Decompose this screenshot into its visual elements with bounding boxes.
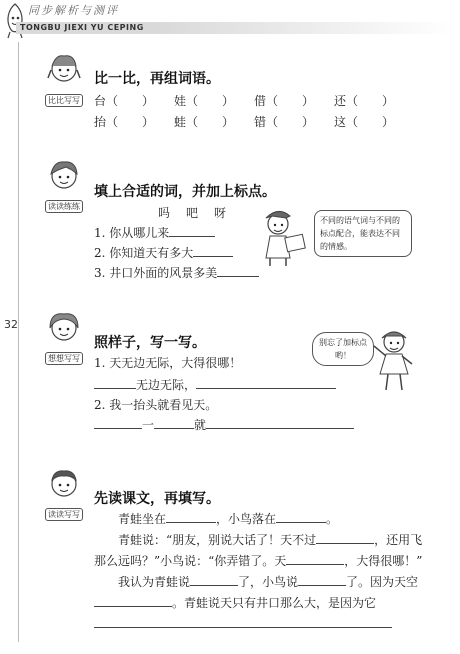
answer-blank[interactable] xyxy=(193,245,233,257)
answer-blank[interactable] xyxy=(206,417,354,429)
section4-badge: 读读写写 xyxy=(38,466,90,521)
boy-with-book-icon xyxy=(256,206,314,268)
section4-title: 先读课文，再填写。 xyxy=(94,491,220,507)
mascot-icon xyxy=(2,0,28,40)
answer-blank[interactable] xyxy=(94,417,142,429)
word-pair-cell[interactable]: 还（ ） xyxy=(334,94,395,108)
section4-line1: 青蛙坐在 ，小鸟落在 。 xyxy=(118,512,339,526)
word-pair-cell[interactable]: 这（ ） xyxy=(334,115,395,129)
section2-title: 填上合适的词，并加上标点。 xyxy=(94,184,276,200)
section4-line4: 我认为青蛙说 了，小鸟说 了。因为天空 xyxy=(118,575,419,589)
answer-blank[interactable] xyxy=(196,377,336,389)
section4-line3: 那么远吗？”小鸟说：“你弄错了。天 ，大得很哪！” xyxy=(94,554,423,568)
section2-item3: 3. 井口外面的风景多美 xyxy=(94,264,259,281)
answer-blank[interactable] xyxy=(169,225,215,237)
header-script-title: 同步解析与测评 xyxy=(28,4,119,17)
answer-blank[interactable] xyxy=(286,553,344,565)
section3-fill1: 无边无际， xyxy=(94,376,336,393)
section1-badge: 比比写写 xyxy=(38,52,90,107)
answer-blank[interactable] xyxy=(94,377,136,389)
word-pair-cell[interactable]: 蛙（ ） xyxy=(174,115,235,129)
section3-example2: 2. 我一抬头就看见天。 xyxy=(94,398,218,412)
word-pair-cell[interactable]: 借（ ） xyxy=(254,94,315,108)
boy-avatar-icon xyxy=(46,466,82,502)
section3-tip-bubble: 别忘了加标点哟！ xyxy=(312,332,374,366)
girl-avatar-icon xyxy=(46,310,82,346)
answer-blank[interactable] xyxy=(298,574,346,586)
section3-example1: 1. 天无边无际，大得很哪！ xyxy=(94,356,242,370)
header-band-fade xyxy=(156,22,456,34)
word-pair-cell[interactable]: 抬（ ） xyxy=(94,115,155,129)
section1-title: 比一比，再组词语。 xyxy=(94,71,220,87)
word-pair-cell[interactable]: 台（ ） xyxy=(94,94,155,108)
section3-title: 照样子，写一写。 xyxy=(94,335,206,351)
section2-item1: 1. 你从哪儿来 xyxy=(94,224,215,241)
margin-rule xyxy=(18,42,19,642)
section1-row2 xyxy=(94,113,414,130)
section4-line2: 青蛙说：“朋友，别说大话了！天不过 ，还用飞 xyxy=(118,533,423,547)
girl-avatar-icon xyxy=(46,52,82,88)
header-subtitle: TONGBU JIEXI YU CEPING xyxy=(20,23,144,32)
girl-waving-icon xyxy=(368,326,418,396)
section3-badge: 想想写写 xyxy=(38,310,90,365)
answer-blank[interactable] xyxy=(94,616,392,628)
section3-fill2: 一 就 xyxy=(94,416,354,433)
section2-tip-bubble: 不同的语气词与不同的标点配合，能表达不同的情感。 xyxy=(314,210,412,257)
section4-line5: 。青蛙说天只有井口那么大，是因为它 xyxy=(94,594,376,611)
girl-avatar-icon xyxy=(46,158,82,194)
section2-badge: 读读练练 xyxy=(38,158,90,213)
answer-blank[interactable] xyxy=(190,574,238,586)
word-pair-cell[interactable]: 错（ ） xyxy=(254,115,315,129)
answer-blank[interactable] xyxy=(316,532,374,544)
word-pair-cell[interactable]: 娃（ ） xyxy=(174,94,235,108)
answer-blank[interactable] xyxy=(94,595,172,607)
answer-blank[interactable] xyxy=(154,417,194,429)
section2-options: 吗 吧 呀 xyxy=(158,206,229,220)
page-number: 32 xyxy=(4,318,18,331)
section2-item2: 2. 你知道天有多大 xyxy=(94,244,233,261)
answer-blank[interactable] xyxy=(276,511,326,523)
answer-blank[interactable] xyxy=(217,265,259,277)
section1-row1 xyxy=(94,92,414,109)
answer-blank[interactable] xyxy=(166,511,216,523)
section4-line6 xyxy=(94,616,392,631)
